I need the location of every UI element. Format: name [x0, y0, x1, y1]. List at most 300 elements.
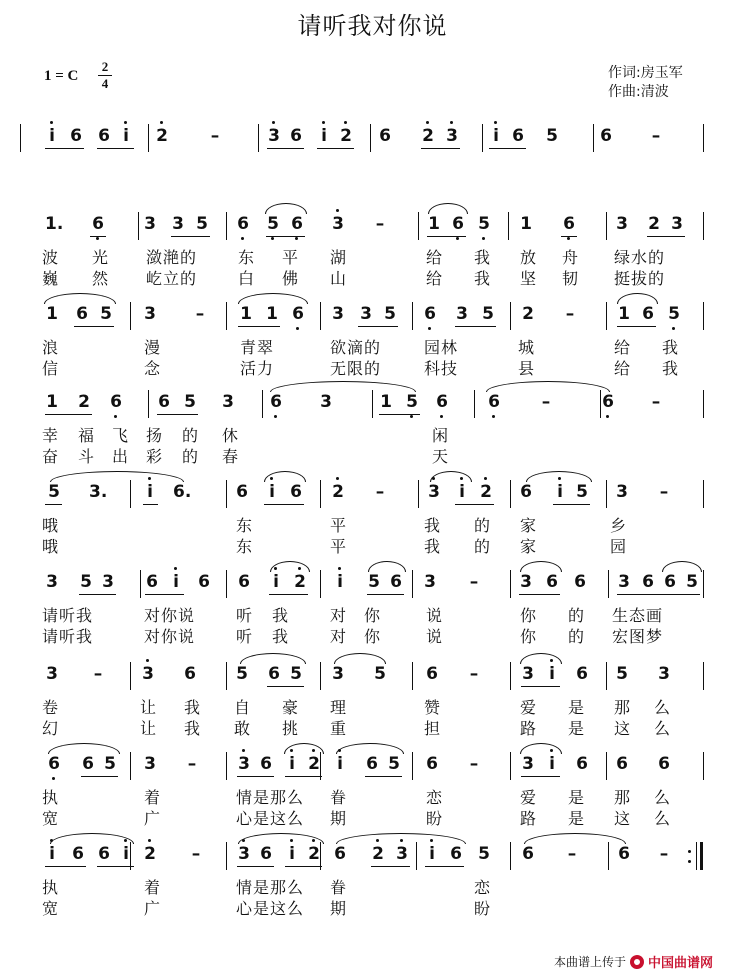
note-glyph: 6: [642, 572, 654, 592]
note-glyph: i: [289, 754, 295, 774]
note: [615, 754, 629, 774]
note: [521, 304, 535, 324]
note: [91, 214, 105, 234]
lyric-verse-1: 你: [364, 606, 382, 625]
note-glyph: 2: [332, 482, 344, 502]
note-glyph: i: [273, 572, 279, 592]
note-glyph: 5: [388, 754, 400, 774]
note-glyph: 5: [290, 664, 302, 684]
lyric-verse-1: 家: [520, 516, 538, 535]
note-glyph: –: [469, 754, 479, 774]
note-glyph: 2: [144, 844, 156, 864]
barline: [510, 842, 511, 870]
lyric-verse-1: 眷: [330, 788, 348, 807]
note: [285, 754, 299, 774]
note: [290, 214, 304, 234]
barline: [416, 842, 417, 870]
note-glyph: 3: [658, 664, 670, 684]
note-glyph: 5: [267, 214, 279, 234]
note: [293, 572, 307, 592]
note: [451, 214, 465, 234]
lyric-verse-1: 我: [272, 606, 290, 625]
note: [143, 844, 157, 864]
note-glyph: 5: [546, 126, 558, 146]
note-glyph: 3: [144, 754, 156, 774]
lyric-verse-2: 园: [610, 537, 628, 556]
lyric-verse-2: 担: [424, 719, 442, 738]
beat-underline: [285, 776, 322, 777]
note-glyph: 6: [334, 844, 346, 864]
note-glyph: 3: [268, 126, 280, 146]
lyrics-block: [0, 788, 745, 832]
beat-underline: [421, 148, 460, 149]
note-glyph: 2: [294, 572, 306, 592]
lyric-verse-2: 佛: [282, 269, 300, 288]
beat-underline: [264, 504, 304, 505]
lyric-verse-1: 请听我: [42, 606, 94, 625]
barline: [606, 662, 607, 690]
lyric-verse-2: 无限的: [330, 359, 382, 378]
barline: [226, 570, 227, 598]
note-glyph: 6: [236, 482, 248, 502]
octave-up-dot: [336, 477, 339, 480]
note-glyph: 3: [320, 392, 332, 412]
note-glyph: 3: [360, 304, 372, 324]
lyric-verse-1: 恋: [426, 788, 444, 807]
site-name[interactable]: 中国曲谱网: [648, 956, 714, 971]
lyric-verse-2: 坚: [520, 269, 538, 288]
note: [143, 304, 157, 324]
barline: [320, 570, 321, 598]
note: [307, 844, 321, 864]
lyric-verse-2: 信: [42, 359, 60, 378]
lyric-verse-2: 广: [144, 809, 162, 828]
lyric-verse-1: 执: [42, 878, 60, 897]
note-glyph: 3: [172, 214, 184, 234]
note-glyph: 3: [396, 844, 408, 864]
barline: [510, 752, 511, 780]
lyricist-credit: 作词:房玉军: [608, 65, 683, 81]
note: [237, 572, 251, 592]
lyric-verse-2: 是: [568, 719, 586, 738]
note: [97, 844, 111, 864]
beat-underline: [365, 776, 402, 777]
barline: [703, 212, 704, 240]
note: [143, 754, 157, 774]
note: [425, 664, 439, 684]
note-glyph: 6: [238, 572, 250, 592]
beat-underline: [521, 776, 560, 777]
lyric-verse-2: 天: [432, 447, 450, 466]
score-row: [0, 118, 745, 208]
note-glyph: 1: [428, 214, 440, 234]
score-row: [0, 206, 745, 296]
octave-down-dot: [241, 237, 244, 240]
lyric-verse-1: 生态画: [612, 606, 664, 625]
barline: [262, 390, 263, 418]
beat-underline: [617, 326, 656, 327]
octave-down-dot: [606, 415, 609, 418]
lyric-verse-2: 路: [520, 809, 538, 828]
lyric-verse-2: 路: [520, 719, 538, 738]
lyric-verse-1: 平: [282, 248, 300, 267]
note-glyph: i: [337, 572, 343, 592]
note-glyph: –: [565, 304, 575, 324]
note: [75, 304, 89, 324]
note: [333, 844, 347, 864]
note: [333, 754, 347, 774]
note-glyph: –: [469, 664, 479, 684]
note: [235, 664, 249, 684]
barline: [418, 480, 419, 508]
note-glyph: 2: [372, 844, 384, 864]
notation-line: [0, 656, 745, 696]
beat-underline: [237, 776, 274, 777]
note: [236, 214, 250, 234]
note: [183, 664, 197, 684]
note: [197, 572, 211, 592]
note: [575, 664, 589, 684]
note-glyph: 5: [478, 844, 490, 864]
note-glyph: 6: [618, 844, 630, 864]
octave-up-dot: [160, 121, 163, 124]
note: [365, 754, 379, 774]
note: [265, 482, 279, 502]
note-glyph: 3: [46, 572, 58, 592]
octave-down-dot: [295, 237, 298, 240]
lyric-verse-2: 我: [184, 719, 202, 738]
note-glyph: 6: [576, 664, 588, 684]
note: [45, 572, 59, 592]
note: [269, 392, 283, 412]
note: [317, 126, 331, 146]
note: [423, 304, 437, 324]
note-glyph: 6: [424, 304, 436, 324]
barline: [412, 302, 413, 330]
composer-credit: 作曲:清波: [608, 84, 669, 100]
lyric-verse-2: 么: [654, 809, 672, 828]
barline: [703, 662, 704, 690]
note-glyph: –: [187, 754, 197, 774]
note-glyph: i: [123, 844, 129, 864]
note: [449, 844, 463, 864]
octave-down-dot: [52, 777, 55, 780]
lyric-verse-2: 的: [568, 627, 586, 646]
note-glyph: 5: [104, 754, 116, 774]
note-glyph: 3: [522, 664, 534, 684]
note-glyph: i: [493, 126, 499, 146]
note: [378, 126, 392, 146]
beat-underline: [90, 236, 106, 237]
note-glyph: 6: [198, 572, 210, 592]
note: [169, 572, 183, 592]
score-row: [0, 656, 745, 746]
note-glyph: 5: [196, 214, 208, 234]
barline: [593, 124, 594, 152]
note-glyph: 2: [422, 126, 434, 146]
octave-up-dot: [148, 839, 151, 842]
lyric-verse-2: 给: [614, 359, 632, 378]
note: [521, 844, 535, 864]
notation-line: [0, 118, 745, 158]
lyric-verse-2: 宽: [42, 809, 60, 828]
lyric-verse-1: 说: [426, 606, 444, 625]
note: [575, 754, 589, 774]
lyric-verse-1: 我: [424, 516, 442, 535]
note: [617, 304, 631, 324]
note-glyph: 3: [238, 844, 250, 864]
note: [435, 392, 449, 412]
note-glyph: 6: [260, 754, 272, 774]
lyric-verse-2: 挺拔的: [614, 269, 666, 288]
note-glyph: 6: [436, 392, 448, 412]
lyric-verse-1: 舟: [562, 248, 580, 267]
lyric-verse-1: 赞: [424, 698, 442, 717]
note-glyph: 6: [98, 844, 110, 864]
note: [371, 844, 385, 864]
note-glyph: i: [49, 844, 55, 864]
lyric-verse-1: 的: [474, 516, 492, 535]
lyric-verse-2: 是: [568, 809, 586, 828]
lyric-verse-1: 园林: [424, 338, 459, 357]
note-glyph: 6.: [173, 482, 192, 502]
barline: [482, 124, 483, 152]
beat-underline: [74, 326, 114, 327]
note-glyph: i: [123, 126, 129, 146]
note-glyph: 6: [616, 754, 628, 774]
barline: [703, 752, 704, 780]
score-row: [0, 836, 745, 926]
notation-line: [0, 746, 745, 786]
note-glyph: 6: [600, 126, 612, 146]
note-glyph: 3: [456, 304, 468, 324]
note-glyph: i: [321, 126, 327, 146]
lyric-verse-1: 城: [518, 338, 536, 357]
lyric-verse-1: 着: [144, 788, 162, 807]
lyric-verse-1: 理: [330, 698, 348, 717]
note-glyph: 3: [428, 482, 440, 502]
lyric-verse-1: 我: [184, 698, 202, 717]
lyric-verse-2: 我: [424, 537, 442, 556]
note: [331, 304, 345, 324]
lyric-verse-2: 活力: [240, 359, 275, 378]
lyric-verse-2: 的: [474, 537, 492, 556]
octave-up-dot: [272, 121, 275, 124]
note-glyph: –: [93, 664, 103, 684]
lyric-verse-2: 敢: [234, 719, 252, 738]
note: [562, 214, 576, 234]
note: [45, 214, 64, 234]
note: [259, 754, 273, 774]
note: [405, 392, 419, 412]
key-signature: 1 = C: [44, 68, 79, 84]
lyric-verse-1: 眷: [330, 878, 348, 897]
note-glyph: 5: [368, 572, 380, 592]
lyric-verse-2: 这: [614, 719, 632, 738]
note: [455, 304, 469, 324]
barline: [703, 480, 704, 508]
note: [425, 754, 439, 774]
barline: [606, 752, 607, 780]
note-glyph: 6: [658, 754, 670, 774]
lyric-verse-1: 绿水的: [614, 248, 666, 267]
note-glyph: 2: [480, 482, 492, 502]
note-glyph: 6: [664, 572, 676, 592]
barline: [606, 302, 607, 330]
lyric-verse-2: 让: [140, 719, 158, 738]
note-glyph: 3.: [89, 482, 108, 502]
note: [119, 844, 133, 864]
score-row: [0, 296, 745, 386]
barline: [412, 662, 413, 690]
note: [657, 844, 671, 864]
note: [489, 126, 503, 146]
note-glyph: 6: [520, 482, 532, 502]
notation-line: [0, 564, 745, 604]
lyric-verse-2: 奋: [42, 447, 60, 466]
note: [519, 482, 533, 502]
note: [89, 482, 108, 502]
note-glyph: 1: [240, 304, 252, 324]
note-glyph: 3: [618, 572, 630, 592]
barline: [474, 390, 475, 418]
lyric-verse-2: 哦: [42, 537, 60, 556]
beat-underline: [317, 148, 354, 149]
octave-up-dot: [484, 477, 487, 480]
beat-underline: [647, 236, 685, 237]
beat-underline: [45, 866, 86, 867]
lyric-verse-2: 幻: [42, 719, 60, 738]
lyric-verse-2: 重: [330, 719, 348, 738]
note-glyph: 3: [520, 572, 532, 592]
lyric-verse-2: 家: [520, 537, 538, 556]
note: [467, 572, 481, 592]
beat-underline: [358, 326, 398, 327]
lyric-verse-2: 我: [272, 627, 290, 646]
note: [545, 754, 559, 774]
note-glyph: 5: [48, 482, 60, 502]
lyric-verse-1: 自: [234, 698, 252, 717]
beat-underline: [269, 594, 308, 595]
beat-underline: [379, 414, 420, 415]
note: [289, 482, 303, 502]
repeat-dot: [688, 850, 691, 853]
note: [173, 482, 192, 502]
note-glyph: 3: [144, 304, 156, 324]
beat-underline: [81, 776, 118, 777]
note: [641, 304, 655, 324]
note: [307, 754, 321, 774]
note: [141, 664, 155, 684]
beat-underline: [425, 866, 464, 867]
note: [487, 392, 501, 412]
lyric-verse-1: 情是那么: [236, 878, 305, 897]
barline: [140, 570, 141, 598]
lyric-verse-2: 斗: [78, 447, 96, 466]
slur: [334, 653, 386, 664]
note: [373, 482, 387, 502]
lyric-verse-2: 你: [520, 627, 538, 646]
lyrics-block: [0, 698, 745, 742]
note-glyph: 5: [478, 214, 490, 234]
octave-up-dot: [450, 121, 453, 124]
lyric-verse-1: 给: [614, 338, 632, 357]
lyric-verse-1: 给: [426, 248, 444, 267]
note: [539, 392, 553, 412]
note: [239, 304, 253, 324]
lyric-verse-2: 出: [112, 447, 130, 466]
lyric-verse-1: 的: [182, 426, 200, 445]
note: [77, 392, 91, 412]
site-logo-icon: [630, 955, 644, 969]
note: [195, 214, 209, 234]
note-glyph: 3: [142, 664, 154, 684]
note: [521, 664, 535, 684]
barline: [608, 842, 609, 870]
octave-down-dot: [567, 237, 570, 240]
lyrics-block: [0, 338, 745, 382]
lyric-verse-1: 爱: [520, 788, 538, 807]
note: [331, 482, 345, 502]
lyric-verse-1: 平: [330, 516, 348, 535]
octave-up-dot: [338, 567, 341, 570]
note-glyph: 2: [522, 304, 534, 324]
note-glyph: i: [549, 754, 555, 774]
note: [379, 392, 393, 412]
barline: [258, 124, 259, 152]
note: [47, 482, 61, 502]
note: [383, 304, 397, 324]
final-barline-thick: [700, 842, 703, 870]
note-glyph: 6: [426, 664, 438, 684]
note-glyph: 6: [379, 126, 391, 146]
barline: [508, 212, 509, 240]
note: [545, 126, 559, 146]
barline: [226, 842, 227, 870]
note: [670, 214, 684, 234]
note: [259, 844, 273, 864]
note: [387, 754, 401, 774]
beat-underline: [285, 866, 322, 867]
note-glyph: 1: [520, 214, 532, 234]
octave-down-dot: [271, 237, 274, 240]
note-glyph: 6: [291, 214, 303, 234]
lyric-verse-1: 扬: [146, 426, 164, 445]
lyric-verse-1: 湖: [330, 248, 348, 267]
lyric-verse-2: 对你说: [144, 627, 196, 646]
score-row: [0, 564, 745, 654]
note-glyph: 6: [82, 754, 94, 774]
note: [319, 392, 333, 412]
note-glyph: 5: [616, 664, 628, 684]
note: [45, 126, 59, 146]
lyric-verse-1: 我: [474, 248, 492, 267]
note: [119, 126, 133, 146]
octave-down-dot: [492, 415, 495, 418]
beat-underline: [45, 504, 62, 505]
note: [367, 572, 381, 592]
lyric-verse-2: 对: [330, 627, 348, 646]
song-title: 请听我对你说: [297, 12, 448, 40]
lyric-verse-2: 听: [236, 627, 254, 646]
notation-line: [0, 474, 745, 514]
slur: [520, 653, 562, 664]
barline: [130, 480, 131, 508]
note: [395, 844, 409, 864]
final-barline-thin: [696, 842, 697, 870]
note-glyph: 6: [576, 754, 588, 774]
lyrics-block: [0, 606, 745, 650]
